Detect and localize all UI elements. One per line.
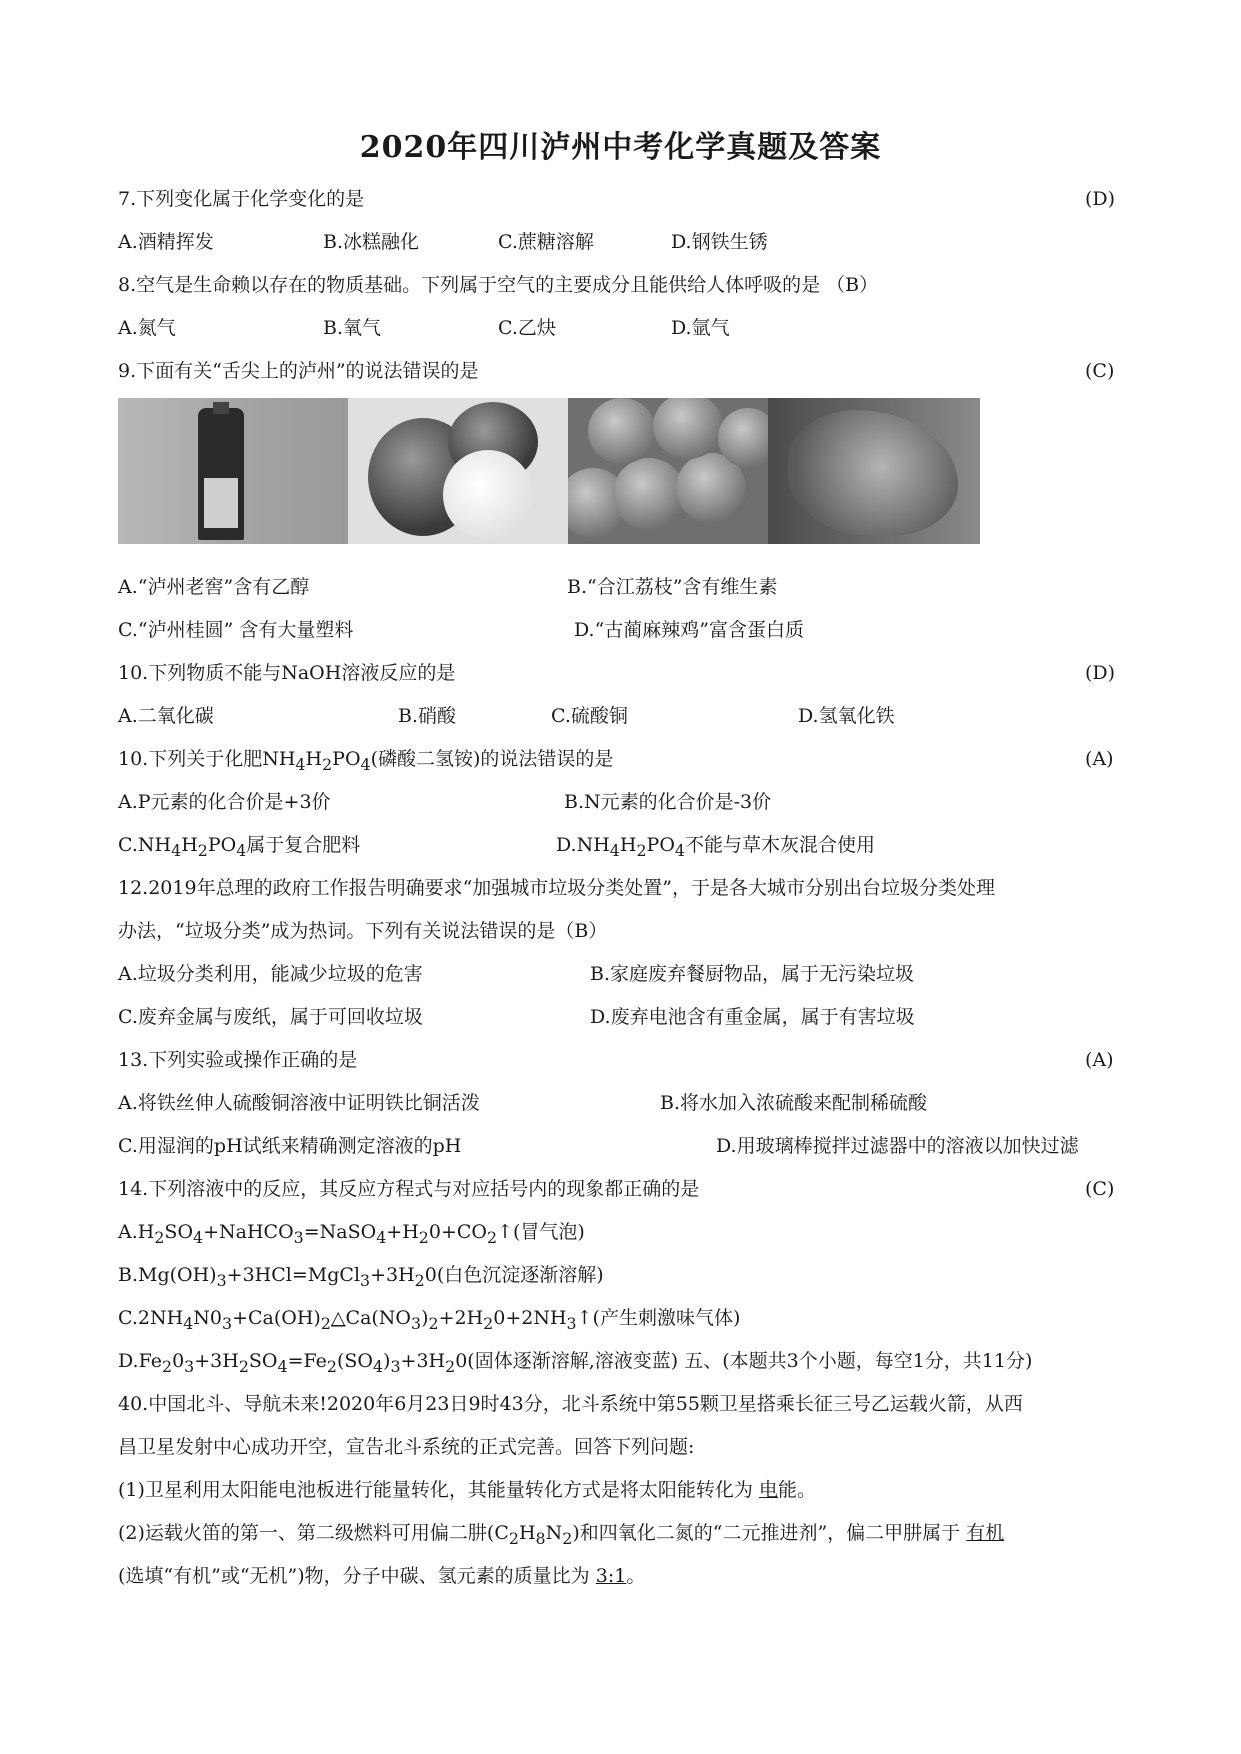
q11-option-d: $D.NH_4H_2PO_4$不能与草木灰混合使用	[556, 834, 875, 860]
q9-option-d: D.“古蔺麻辣鸡”富含蛋白质	[574, 619, 805, 641]
q11-option-c: $C.NH_4H_2PO_4$属于复合肥料	[118, 834, 361, 860]
q11-option-a: A.P元素的化合价是+3价	[118, 791, 331, 813]
question-14-stem: 14.下列溶液中的反应，其反应方程式与对应括号内的现象都正确的是	[118, 1178, 700, 1200]
longan-photo	[568, 398, 768, 544]
q7-option-a: A.酒精挥发	[118, 231, 214, 253]
question-8-stem: 8.空气是生命赖以存在的物质基础。下列属于空气的主要成分且能供给人体呼吸的是 （B）	[118, 274, 879, 296]
q8-option-b: B.氧气	[323, 317, 382, 339]
question-10-answer: (D)	[1085, 662, 1116, 684]
question-9-answer: (C)	[1085, 360, 1115, 382]
q14-option-a: $A.H_2SO_4+NaHCO_3=NaSO_4+H_20+CO_2↑$(冒气泡)	[118, 1221, 585, 1247]
q8-option-c: C.乙炔	[498, 317, 556, 339]
q8-option-d: D.氩气	[671, 317, 730, 339]
q9-option-a: A.“泸州老窖”含有乙醇	[118, 576, 310, 598]
q14-option-b: $B.Mg(OH)_3+3HCl=MgCl_3+3H_20$(白色沉淀逐渐溶解)	[118, 1264, 604, 1290]
question-13-stem: 13.下列实验或操作正确的是	[118, 1049, 358, 1071]
liquor-bottle-photo	[118, 398, 348, 544]
q12-option-a: A.垃圾分类利用，能减少垃圾的危害	[118, 963, 423, 985]
question-10-stem: 10.下列物质不能与NaOH溶液反应的是	[118, 662, 456, 684]
question-7-stem: 7.下列变化属于化学变化的是	[118, 188, 365, 210]
q12-option-c: C.废弃金属与废纸，属于可回收垃圾	[118, 1006, 423, 1028]
q10-option-b: B.硝酸	[398, 705, 457, 727]
question-40-stem-line2: 昌卫星发射中心成功开空，宣告北斗系统的正式完善。回答下列问题:	[118, 1436, 695, 1458]
q10-option-d: D.氢氧化铁	[798, 705, 895, 727]
food-photo-strip	[118, 398, 980, 544]
q12-option-d: D.废弃电池含有重金属，属于有害垃圾	[590, 1006, 915, 1028]
q9-option-b: B.“合江荔枝”含有维生素	[567, 576, 778, 598]
q7-option-c: C.蔗糖溶解	[498, 231, 594, 253]
question-14-answer: (C)	[1085, 1178, 1115, 1200]
question-7-answer: (D)	[1085, 188, 1116, 210]
question-11-stem: 10.下列关于化肥$NH_4H_2PO_4$(磷酸二氢铵)的说法错误的是	[118, 748, 614, 774]
q12-option-b: B.家庭废弃餐厨物品，属于无污染垃圾	[590, 963, 915, 985]
q40-part1: (1)卫星利用太阳能电池板进行能量转化，其能量转化方式是将太阳能转化为 电能。	[118, 1479, 816, 1501]
q40-part2-answer: 有机	[966, 1522, 1005, 1544]
q14-option-d: $D.Fe_20_3+3H_2SO_4=Fe_2(SO_4)_3+3H_20$(固体逐渐溶解,溶液变蓝) 五、(本题共3个小题，每空1分，共11分)	[118, 1350, 1033, 1376]
q40-part3-answer: 3:1	[595, 1565, 627, 1587]
lychee-photo	[348, 398, 568, 544]
q8-option-a: A.氮气	[118, 317, 176, 339]
question-11-answer: (A)	[1085, 748, 1114, 770]
q7-option-d: D.钢铁生锈	[671, 231, 768, 253]
q13-option-a: A.将铁丝伸人硫酸铜溶液中证明铁比铜活泼	[118, 1092, 480, 1114]
q13-option-c: C.用湿润的pH试纸来精确测定溶液的pH	[118, 1135, 462, 1157]
q40-part2: (2)运载火笛的第一、第二级燃料可用偏二肼$(C_2H_8N_2)$和四氧化二氮的“二元推进剂”，偏二甲肼属于 有机	[118, 1522, 1005, 1548]
spicy-chicken-photo	[768, 398, 980, 544]
q9-option-c: C.“泸州桂圆” 含有大量塑料	[118, 619, 354, 641]
q10-option-a: A.二氧化碳	[118, 705, 214, 727]
question-40-stem-line1: 40.中国北斗、导航未来!2020年6月23日9时43分，北斗系统中第55颗卫星搭乘长征三号乙运载火箭，从西	[118, 1393, 1023, 1415]
q13-option-b: B.将水加入浓硫酸来配制稀硫酸	[660, 1092, 928, 1114]
question-12-stem-line1: 12.2019年总理的政府工作报告明确要求“加强城市垃圾分类处置”，于是各大城市分别出台垃圾分类处理	[118, 877, 995, 899]
q40-part1-answer: 电	[758, 1479, 778, 1501]
q40-part3: (选填“有机”或“无机”)物，分子中碳、氢元素的质量比为 3:1。	[118, 1565, 646, 1587]
q14-option-c: $C.2NH_4N0_3+Ca(OH)_2\triangle Ca(NO_3)_2+2H_20+2NH_3↑$(产生刺激味气体)	[118, 1307, 741, 1333]
q13-option-d: D.用玻璃棒搅拌过滤器中的溶液以加快过滤	[716, 1135, 1079, 1157]
q10-option-c: C.硫酸铜	[551, 705, 628, 727]
q11-option-b: B.N元素的化合价是-3价	[564, 791, 772, 813]
q7-option-b: B.冰糕融化	[323, 231, 420, 253]
question-12-stem-line2: 办法，“垃圾分类”成为热词。下列有关说法错误的是（B）	[118, 920, 608, 942]
question-9-stem: 9.下面有关“舌尖上的泸州”的说法错误的是	[118, 360, 479, 382]
page-title: 2020年四川泸州中考化学真题及答案	[359, 130, 882, 165]
question-13-answer: (A)	[1085, 1049, 1114, 1071]
